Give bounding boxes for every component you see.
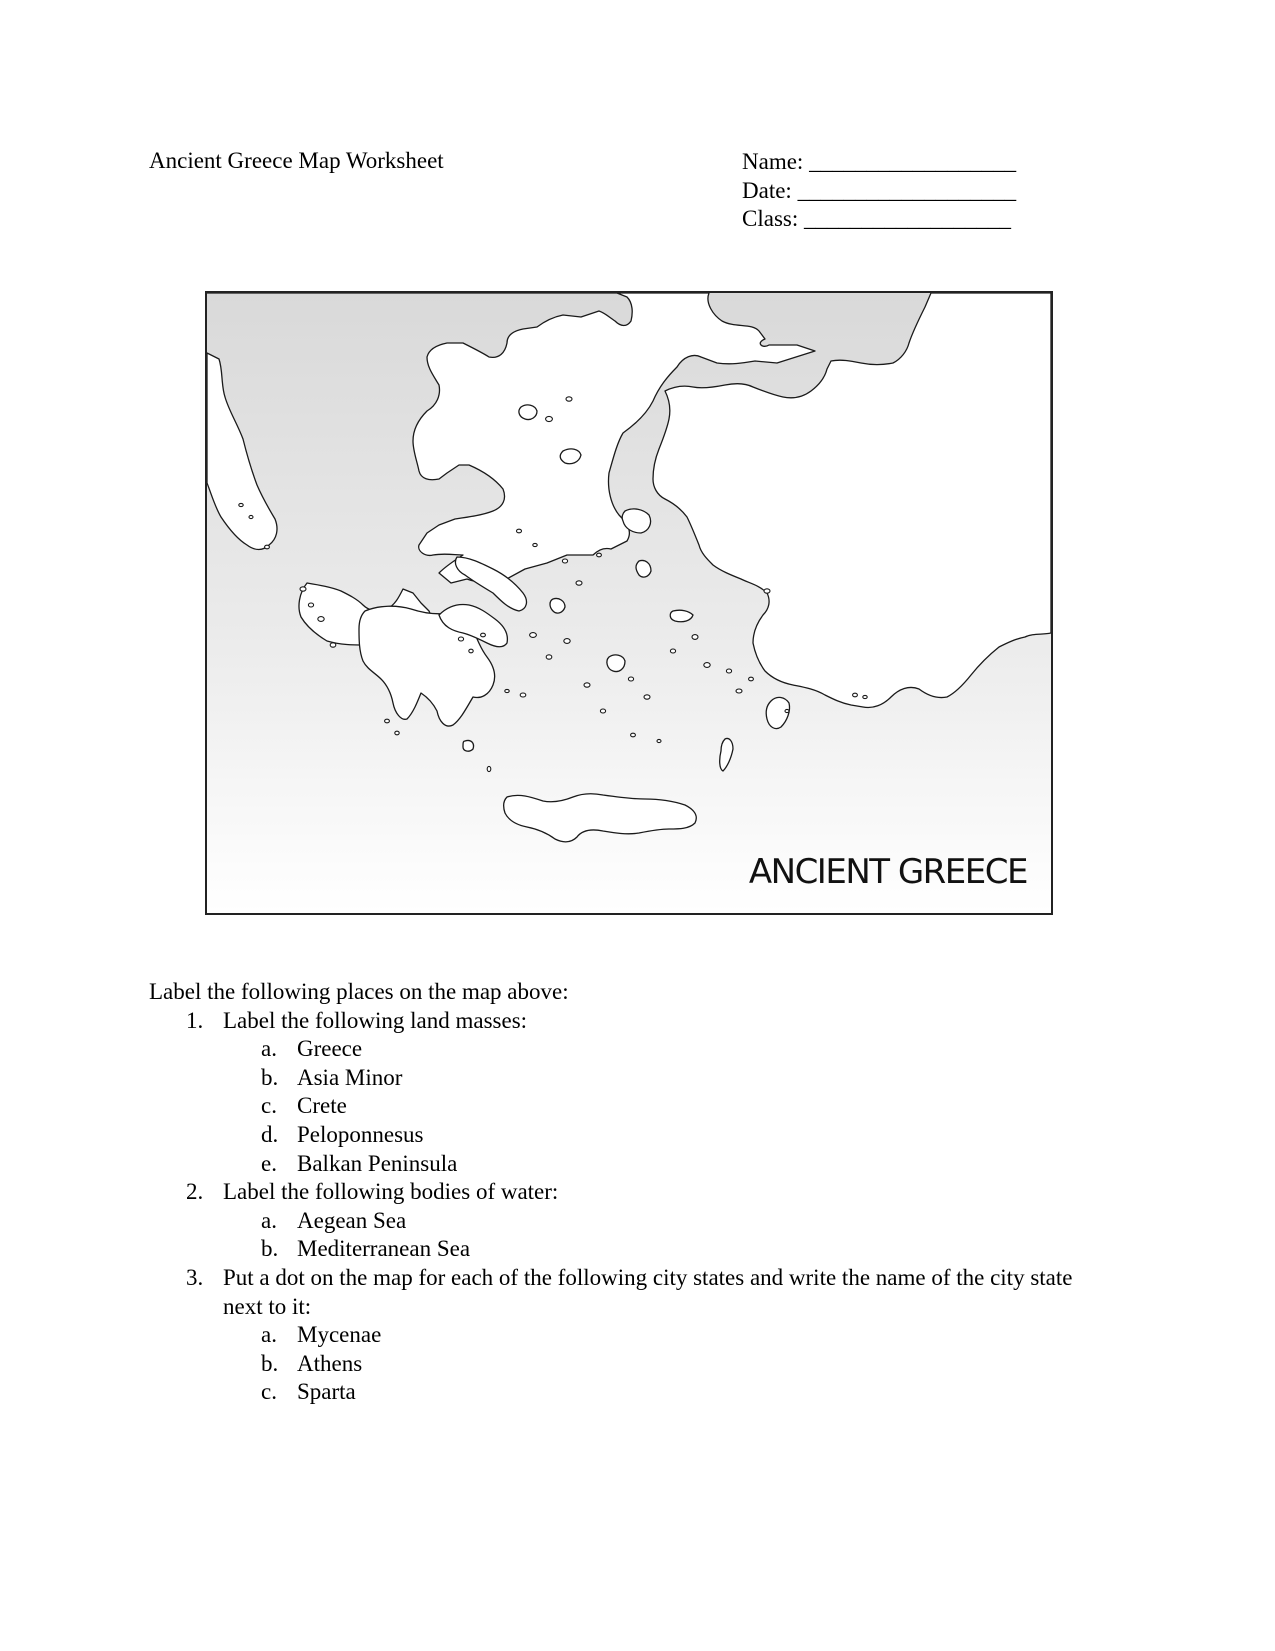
island-dot (584, 683, 590, 687)
island-dot (726, 669, 731, 673)
island-dot (631, 733, 636, 737)
island-dot (785, 709, 789, 712)
worksheet-title: Ancient Greece Map Worksheet (149, 148, 444, 173)
item-text: Greece (297, 1036, 363, 1062)
island-dot (546, 655, 552, 659)
island-dot (600, 709, 605, 713)
item-letter: a. (261, 1036, 277, 1062)
date-label: Date: (742, 177, 792, 203)
island-dot (458, 637, 463, 641)
island-dot (704, 663, 710, 668)
date-field[interactable] (742, 177, 1016, 206)
question-1-items (149, 1035, 1113, 1178)
list-item (149, 1064, 1113, 1093)
question-list (149, 1007, 1113, 1407)
island-dot (566, 397, 572, 401)
item-text: Asia Minor (297, 1064, 403, 1090)
list-item (149, 1092, 1113, 1121)
item-letter: b. (261, 1064, 279, 1090)
item-letter: c. (261, 1379, 277, 1405)
ancient-greece-map (207, 293, 1051, 913)
island-dot (505, 689, 509, 692)
name-label: Name: (742, 149, 804, 174)
list-item (149, 1378, 1113, 1407)
item-letter: d. (261, 1121, 279, 1147)
item-text: Mycenae (297, 1322, 382, 1348)
island-dot (644, 695, 650, 699)
island-dot (853, 693, 858, 697)
class-field[interactable] (742, 205, 1016, 234)
list-item (149, 1035, 1113, 1064)
map-caption: ANCIENT GREECE (748, 852, 1027, 892)
item-letter: a. (261, 1207, 277, 1233)
instructions (149, 978, 1113, 1407)
island-dot (265, 545, 270, 549)
island-dot (318, 617, 324, 622)
class-label: Class: (742, 206, 799, 231)
island-dot (487, 766, 491, 771)
island-dot (564, 639, 570, 644)
date-blank: ___________________ (791, 177, 1017, 203)
island-dot (300, 587, 306, 591)
island-dot (533, 543, 537, 546)
item-text: Peloponnesus (297, 1121, 424, 1147)
item-letter: b. (261, 1350, 279, 1376)
name-blank: __________________ (803, 149, 1017, 174)
island-dot (562, 559, 567, 563)
question-number: 2. (186, 1179, 204, 1205)
item-letter: b. (261, 1236, 279, 1262)
item-text: Aegean Sea (297, 1207, 407, 1233)
list-item (149, 1321, 1113, 1350)
island-dot (628, 677, 633, 681)
question-3-items (149, 1321, 1113, 1407)
item-letter: a. (261, 1322, 277, 1348)
list-item (149, 1350, 1113, 1379)
list-item (149, 1207, 1113, 1236)
island-dot (764, 589, 770, 593)
samos-island (670, 610, 693, 622)
thasos-island (519, 405, 537, 420)
island-dot (863, 695, 867, 698)
question-text: Label the following bodies of water: (223, 1179, 559, 1205)
item-text: Balkan Peninsula (297, 1150, 458, 1176)
item-letter: c. (261, 1093, 277, 1119)
map-frame (205, 291, 1053, 915)
andros-island (550, 598, 565, 613)
question-number: 1. (186, 1007, 204, 1033)
instructions-intro: Label the following places on the map above: (149, 979, 569, 1004)
island-dot (239, 503, 243, 506)
island-dot (330, 643, 336, 647)
question-1 (149, 1007, 1113, 1036)
island-dot (520, 693, 526, 697)
question-number: 3. (186, 1264, 204, 1290)
island-dot (749, 677, 754, 681)
name-field[interactable] (742, 148, 1016, 177)
sub-list (149, 1321, 1113, 1407)
item-text: Sparta (297, 1379, 356, 1405)
list-item (149, 1235, 1113, 1264)
island-dot (308, 603, 313, 607)
island-dot (395, 731, 399, 735)
sub-list (149, 1035, 1113, 1178)
island-dot (469, 649, 473, 653)
list-item (149, 1150, 1113, 1179)
sub-list (149, 1207, 1113, 1264)
item-letter: e. (261, 1150, 277, 1176)
island-dot (670, 649, 675, 653)
island-dot (546, 416, 553, 421)
class-blank: __________________ (798, 206, 1011, 231)
student-info-fields (742, 148, 1016, 234)
question-text: Label the following land masses: (223, 1007, 528, 1033)
chios-island (636, 560, 651, 577)
island-dot (530, 633, 537, 638)
item-text: Crete (297, 1093, 347, 1119)
list-item (149, 1121, 1113, 1150)
island-dot (385, 719, 390, 723)
item-text: Athens (297, 1350, 363, 1376)
question-2 (149, 1178, 1113, 1207)
question-2-items (149, 1207, 1113, 1264)
island-dot (692, 635, 698, 640)
item-text: Mediterranean Sea (297, 1236, 471, 1262)
island-dot (597, 553, 602, 557)
naxos-island (607, 655, 625, 672)
island-dot (576, 581, 582, 585)
kythera-island (463, 740, 474, 751)
island-dot (249, 515, 253, 518)
island-dot (481, 633, 486, 637)
island-dot (517, 529, 522, 533)
question-3 (149, 1264, 1113, 1321)
question-text: Put a dot on the map for each of the following city states and write the name of the city state next to it: (223, 1264, 1073, 1319)
island-dot (736, 689, 742, 693)
island-dot (657, 739, 661, 742)
